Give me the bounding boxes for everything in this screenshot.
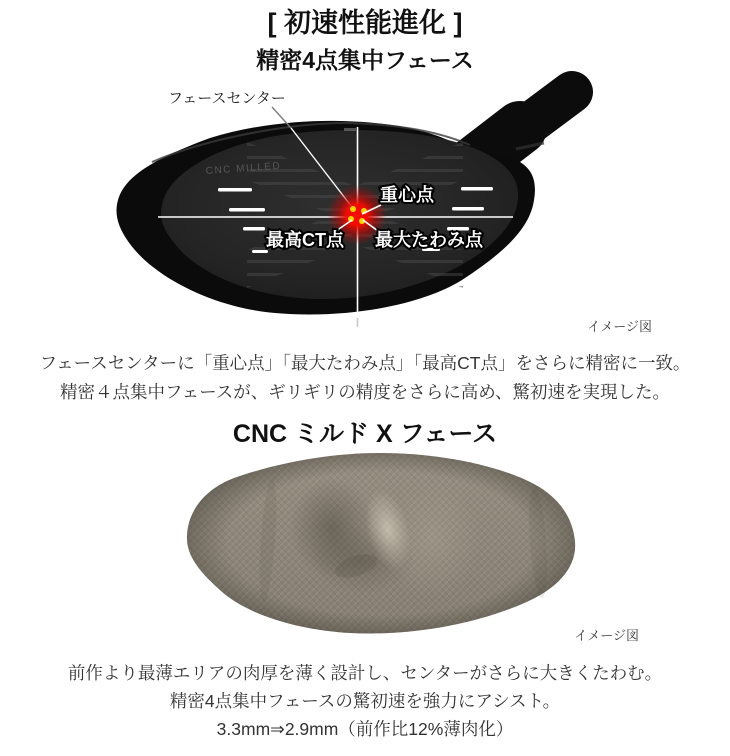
face-description (0, 349, 730, 407)
gravity-point-label: 重心点 (380, 185, 434, 205)
image-note-1: イメージ図 (587, 319, 652, 334)
max-deflection-point-label: 最大たわみ点 (375, 230, 483, 250)
insert-vignette (187, 453, 575, 633)
driver-head-illustration (117, 92, 573, 327)
insert-description-line3: 3.3mm⇒2.9mm（前作比12%薄肉化） (216, 719, 514, 739)
image-note-2: イメージ図 (574, 628, 639, 643)
cnc-milled-engraving: CNC MILLED (205, 160, 282, 177)
section1-subtitle: 精密4点集中フェース (256, 47, 474, 73)
section1-title: [ 初速性能進化 ] (267, 8, 463, 38)
insert-description-line2: 精密4点集中フェースの驚初速を強力にアシスト。 (169, 691, 561, 711)
face-description-line1: フェースセンターに「重心点」「最大たわみ点」「最高CT点」をさらに精密に一致。 (39, 353, 691, 373)
max-ct-point-label: 最高CT点 (266, 230, 344, 250)
section2-title: CNC ミルド X フェース (232, 420, 498, 448)
face-center-label: フェースセンター (168, 90, 286, 107)
face-description-line2: 精密４点集中フェースが、ギリギリの精度をさらに高め、驚初速を実現した。 (59, 382, 671, 402)
face-insert-illustration (187, 453, 575, 633)
insert-description-line1: 前作より最薄エリアの肉厚を薄く設計し、センターがさらに大きくたわむ。 (67, 663, 663, 683)
insert-description (0, 659, 730, 743)
